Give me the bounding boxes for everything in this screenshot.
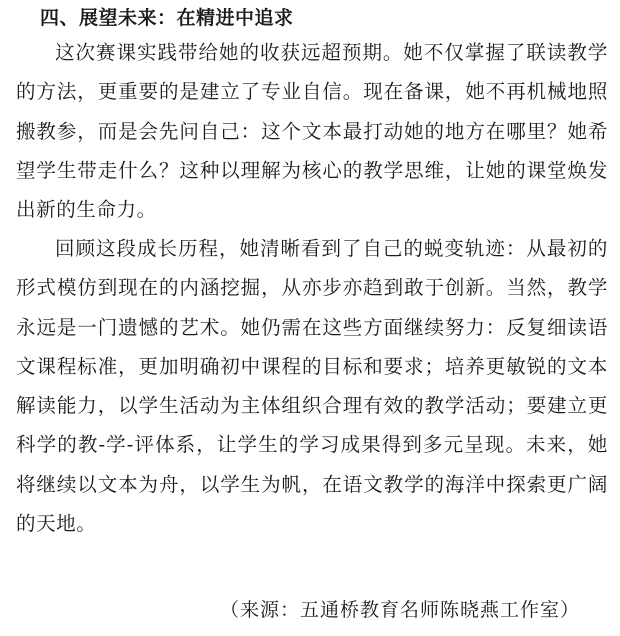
section-heading: 四、展望未来：在精进中追求	[40, 7, 294, 29]
paragraph-growth: 回顾这段成长历程，她清晰看到了自己的蜕变轨迹：从最初的形式模仿到现在的内涵挖掘，从亦步亦趋到敢于创新。当然，教学永远是一门遗憾的艺术。她仍需在这些方面继续努力：反复细读语文课程标准，更加明确初中课程的目标和要求；培养更敏锐的文本解读能力，以学生活动为主体组织合理有效的教学活动；要建立更科学的教-学-评体系，让学生的学习成果得到多元呈现。未来，她将继续以文本为舟，以学生为帆，在语文教学的海洋中探索更广阔的天地。	[16, 237, 608, 536]
source-credit: （来源：五通桥教育名师陈晓燕工作室）	[220, 599, 581, 621]
paragraph-reflection: 这次赛课实践带给她的收获远超预期。她不仅掌握了联读教学的方法，更重要的是建立了专业自信。现在备课，她不再机械地照搬教参，而是会先问自己：这个文本最打动她的地方在哪里？她希望学生带走什么？这种以理解为核心的教学思维，让她的课堂焕发出新的生命力。	[16, 41, 608, 222]
